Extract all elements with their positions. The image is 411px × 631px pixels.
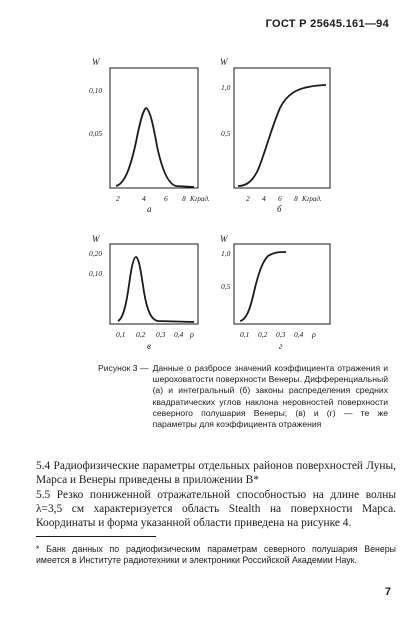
panel-b	[220, 57, 330, 214]
panel-c-letter: в	[147, 341, 151, 351]
panel-b-ytick-top: 1,0	[221, 83, 231, 92]
panel-b-xtick-3: 6	[278, 194, 282, 203]
panel-c-xtick-3: 0,3	[156, 330, 166, 339]
panel-a-ylabel: W	[92, 57, 100, 67]
panel-d-curve	[240, 252, 286, 321]
panel-c-ytick-mid: 0,10	[89, 269, 103, 278]
panel-d-xtick-3: 0,3	[276, 330, 286, 339]
panel-a-xtick-2: 4	[142, 194, 146, 203]
caption-text: Данные о разбросе значений коэффициента отражения и шероховатости поверхности Венеры. Дифференциальный (а) и интегральный (б) законы распределения средних квадратических углов наклона неровностей поверхности северного полушария Венеры; (в) и (г) — те же параметры для коэффициента отражения	[152, 363, 388, 430]
panel-a	[89, 57, 210, 214]
page-number: 7	[384, 586, 391, 598]
panel-a-curve	[116, 108, 194, 187]
panel-c-xtick-2: 0,2	[136, 330, 146, 339]
panel-b-xtick-1: 2	[246, 194, 250, 203]
panel-b-xunit: Кград.	[302, 195, 322, 203]
panel-a-xtick-4: 8	[182, 194, 186, 203]
figure-caption	[98, 363, 388, 430]
panel-d-xtick-4: 0,4	[294, 330, 304, 339]
panel-a-xunit: Кград.	[190, 195, 210, 203]
panel-a-ytick-top: 0,10	[89, 86, 103, 95]
paragraph-5-4: 5.4 Радиофизические параметры отдельных районов поверхностей Луны, Марса и Венеры приведены в приложении В*	[36, 460, 396, 487]
panel-d-xtick-1: 0,1	[240, 330, 250, 339]
panel-a-xtick-3: 6	[164, 194, 168, 203]
panel-d-ylabel: W	[220, 234, 228, 244]
panel-d-letter: г	[279, 341, 283, 351]
panel-c-xtick-1: 0,1	[116, 330, 126, 339]
panel-d-ytick-top: 1,0	[221, 249, 231, 258]
panel-d-xunit: ρ	[312, 330, 316, 339]
panel-d	[220, 234, 330, 351]
panel-d-xtick-2: 0,2	[258, 330, 268, 339]
panel-c-xtick-4: 0,4	[174, 330, 184, 339]
panel-b-ylabel: W	[220, 57, 228, 67]
panel-b-letter: б	[277, 204, 282, 214]
panel-b-ytick-mid: 0,5	[221, 129, 231, 138]
footnote: * Банк данных по радиофизическим параметрам северного полушария Венеры имеется в Институте радиотехники и электроники Российской Академии Наук.	[36, 544, 396, 565]
panel-c-xunit: ρ	[190, 330, 194, 339]
panel-a-ytick-mid: 0,05	[89, 129, 103, 138]
document-header: ГОСТ Р 25645.161—94	[265, 18, 389, 30]
panel-b-xtick-4: 8	[294, 194, 298, 203]
panel-c-ylabel: W	[92, 234, 100, 244]
panel-b-xtick-2: 4	[262, 194, 266, 203]
panel-d-ytick-mid: 0,5	[221, 282, 231, 291]
panel-c-curve	[118, 257, 194, 322]
footnote-divider	[36, 536, 156, 537]
panel-a-letter: а	[147, 204, 152, 214]
caption-label: Рисунок 3 —	[98, 363, 149, 373]
paragraph-5-5: 5.5 Резко пониженной отражательной способностью на длине волны λ=3,5 см характеризуется область Stealth на поверхности Марса. Координаты и форма указанной области приведена на рисунке 4.	[36, 489, 396, 530]
panel-a-xtick-1: 2	[116, 194, 120, 203]
panel-c-ytick-top: 0,20	[89, 249, 103, 258]
panel-b-curve	[238, 85, 326, 186]
panel-c	[89, 234, 198, 351]
